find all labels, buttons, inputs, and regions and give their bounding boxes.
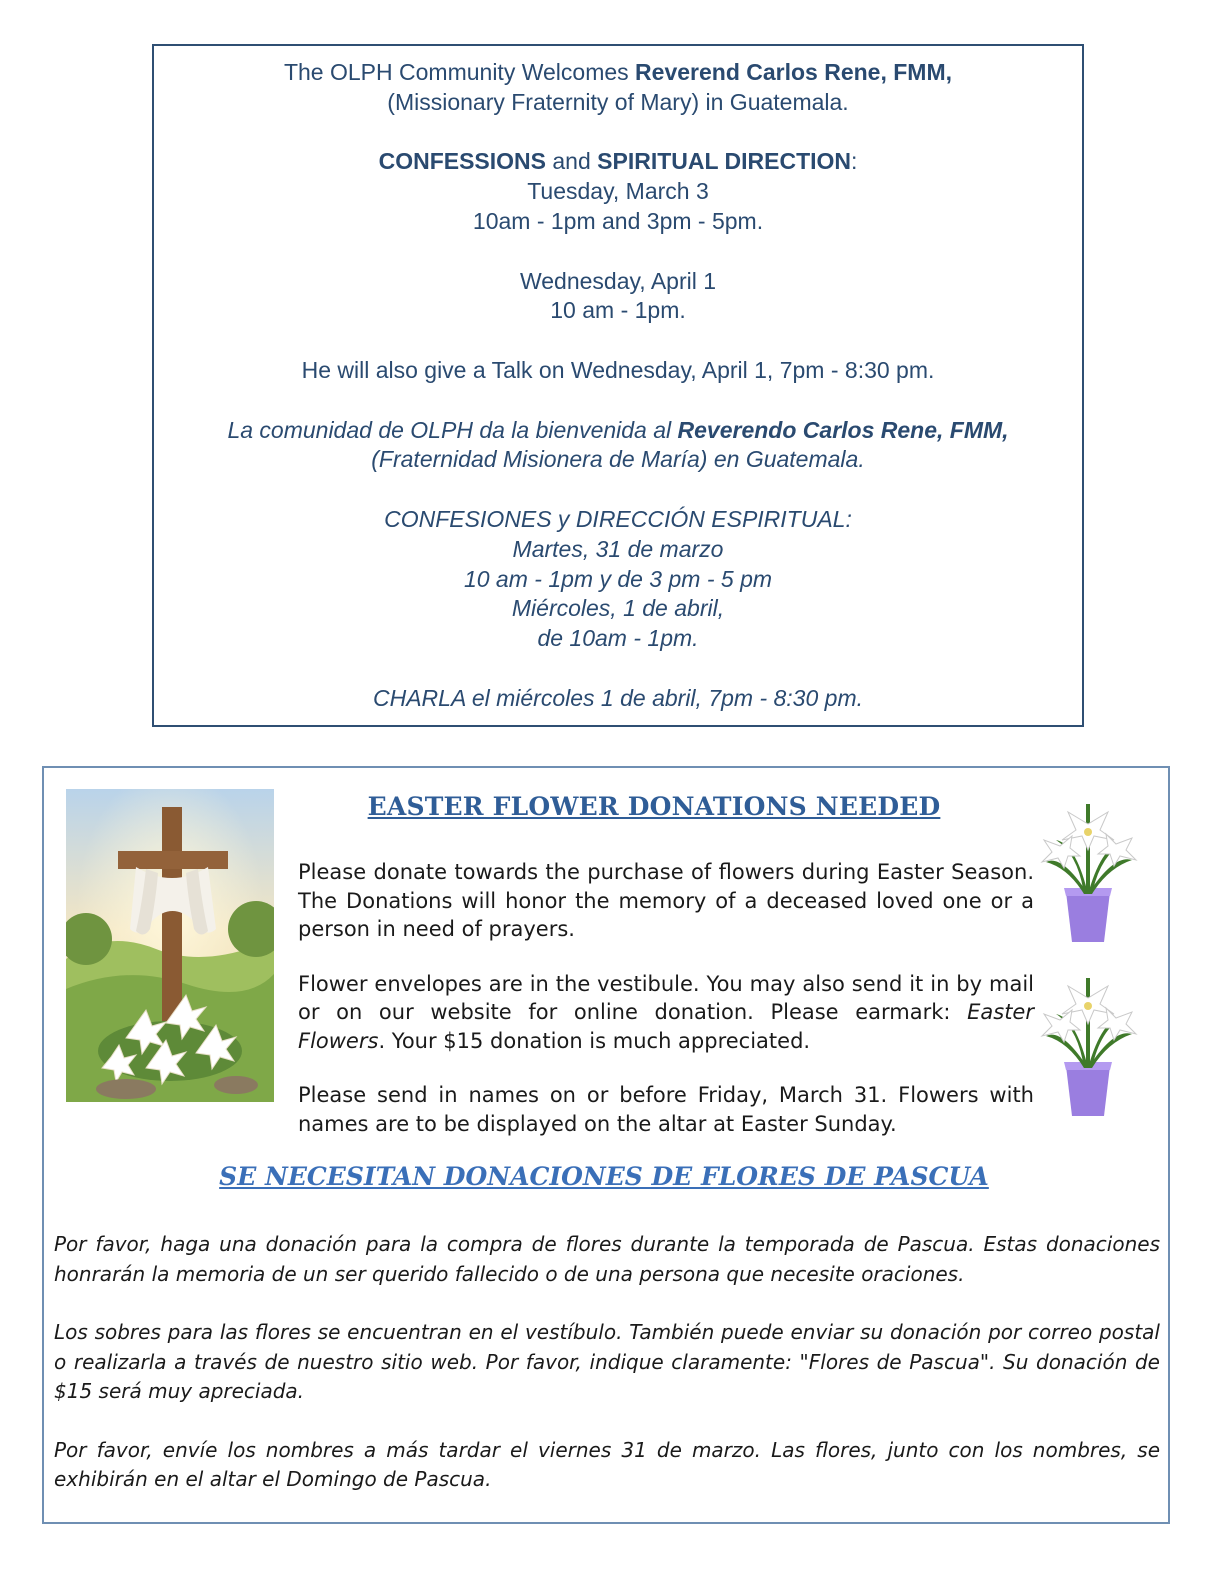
- en-paragraph-2: Flower envelopes are in the vestibule. You may also send it in by mail or on our website for online donation. Please earmark: Easter Flowers. Your $15 donation is much appreciated.: [298, 971, 1034, 1053]
- es-confessions-heading: CONFESIONES y DIRECCIÓN ESPIRITUAL:: [384, 505, 852, 532]
- es-welcome-line-1: La comunidad de OLPH da la bienvenida al Reverendo Carlos Rene, FMM,: [227, 416, 1009, 443]
- date-1: Tuesday, March 3: [527, 178, 709, 205]
- easter-flowers-box: [42, 766, 1170, 1524]
- welcome-line-1: The OLPH Community Welcomes Reverend Carlos Rene, FMM,: [283, 59, 953, 85]
- welcome-box: [152, 44, 1084, 727]
- confessions-heading: CONFESSIONS and SPIRITUAL DIRECTION:: [378, 148, 858, 175]
- es-paragraph-2: Los sobres para las flores se encuentran en el vestíbulo. También puede enviar su donación por correo postal o realizarla a través de nuestro sitio web. Por favor, indique claramente: "Flores de Pascua". Su donación de $15 será muy apreciada.: [54, 1320, 1160, 1403]
- time-2: 10 am - 1pm.: [550, 297, 686, 324]
- english-body: [298, 858, 1034, 1164]
- es-date-1: Martes, 31 de marzo: [512, 535, 724, 562]
- easter-lily-pot-icon: [1032, 784, 1144, 946]
- easter-flowers-heading: EASTER FLOWER DONATIONS NEEDED: [367, 792, 941, 821]
- es-talk-line: CHARLA el miércoles 1 de abril, 7pm - 8:30 pm.: [372, 684, 863, 711]
- es-paragraph-1: Por favor, haga una donación para la compra de flores durante la temporada de Pascua. Estas donaciones honrarán la memoria de un ser querido fallecido o de una persona que necesite oraciones.: [54, 1232, 1160, 1286]
- reverend-name: Reverend Carlos Rene, FMM,: [635, 59, 953, 85]
- spanish-flowers-heading: SE NECESITAN DONACIONES DE FLORES DE PASCUA: [219, 1162, 989, 1191]
- es-date-2: Miércoles, 1 de abril,: [511, 595, 725, 622]
- date-2: Wednesday, April 1: [519, 267, 717, 294]
- time-1: 10am - 1pm and 3pm - 5pm.: [472, 207, 764, 234]
- spanish-body: [54, 1230, 1160, 1524]
- es-time-1: 10 am - 1pm y de 3 pm - 5 pm: [463, 565, 773, 592]
- easter-lily-pot-icon: [1032, 958, 1144, 1120]
- cross-lilies-image: [66, 789, 274, 1102]
- es-time-2: de 10am - 1pm.: [537, 625, 699, 652]
- en-paragraph-3: Please send in names on or before Friday, March 31. Flowers with names are to be displayed on the altar at Easter Sunday.: [298, 1083, 1034, 1136]
- es-welcome-line-2: (Fraternidad Misionera de María) en Guatemala.: [371, 446, 865, 473]
- talk-line: He will also give a Talk on Wednesday, April 1, 7pm - 8:30 pm.: [301, 356, 935, 383]
- es-paragraph-3: Por favor, envíe los nombres a más tardar el viernes 31 de marzo. Las flores, junto con los nombres, se exhibirán en el altar el Domingo de Pascua.: [54, 1437, 1160, 1491]
- welcome-line-2: (Missionary Fraternity of Mary) in Guatemala.: [387, 88, 849, 115]
- en-paragraph-1: Please donate towards the purchase of flowers during Easter Season. The Donations will honor the memory of a deceased loved one or a person in need of prayers.: [298, 860, 1034, 941]
